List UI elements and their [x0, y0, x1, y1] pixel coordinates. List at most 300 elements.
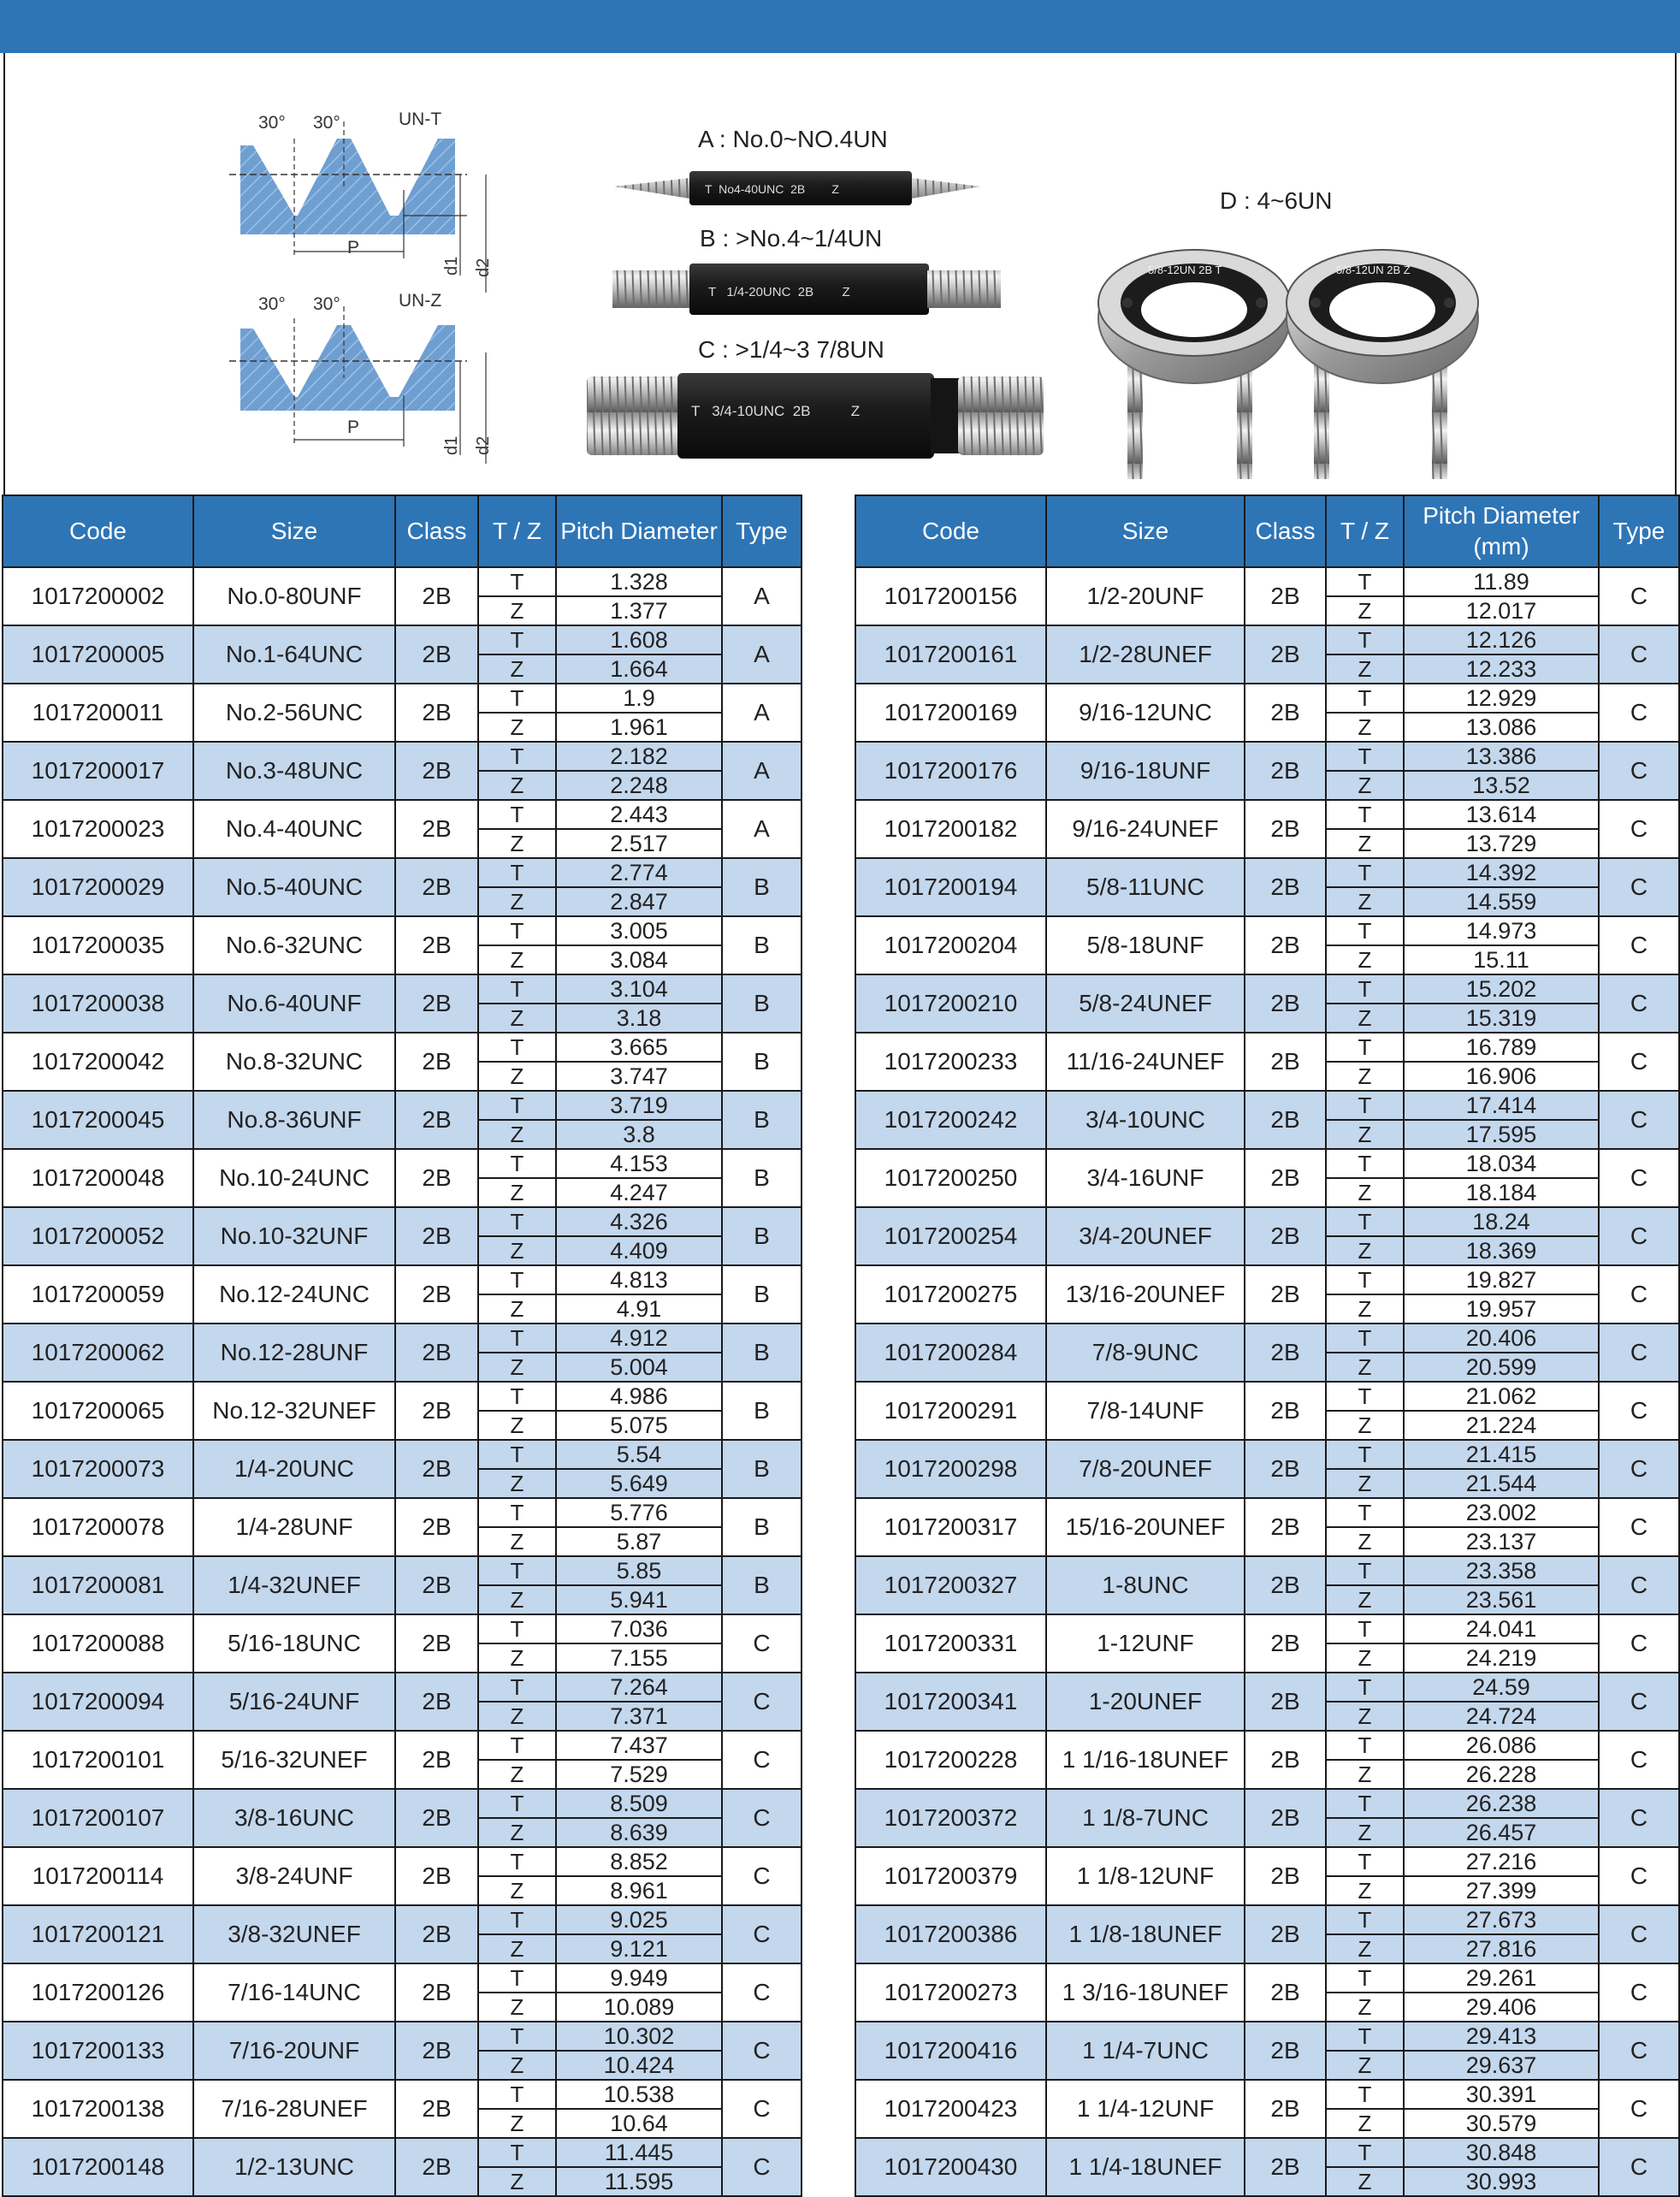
pitch-diameter-z-cell: 20.599 — [1404, 1353, 1599, 1382]
pitch-diameter-t-cell: 10.538 — [556, 2080, 722, 2109]
table-row — [855, 742, 1679, 771]
type-cell: C — [722, 1731, 802, 1789]
table-header-row — [855, 495, 1679, 567]
code-cell: 1017200138 — [3, 2080, 193, 2138]
table-row — [3, 858, 802, 887]
class-cell: 2B — [1245, 800, 1326, 858]
type-a-gauge-text: T No4-40UNC 2B Z — [705, 182, 839, 196]
class-cell: 2B — [395, 1731, 478, 1789]
t-label-cell: T — [478, 2022, 556, 2051]
t-label-cell: T — [478, 625, 556, 654]
z-label-cell: Z — [1326, 1934, 1404, 1963]
z-label-cell: Z — [1326, 1411, 1404, 1440]
pitch-diameter-t-cell: 12.929 — [1404, 684, 1599, 713]
pitch-diameter-t-cell: 3.665 — [556, 1033, 722, 1062]
class-cell: 2B — [395, 1789, 478, 1847]
t-label-cell: T — [478, 742, 556, 771]
size-cell: No.8-36UNF — [193, 1091, 395, 1149]
code-cell: 1017200194 — [855, 858, 1046, 916]
table-row — [3, 742, 802, 771]
size-cell: 1 1/4-7UNC — [1046, 2022, 1245, 2080]
table-row — [3, 1498, 802, 1527]
code-cell: 1017200254 — [855, 1207, 1046, 1265]
code-cell: 1017200126 — [3, 1963, 193, 2022]
pitch-diameter-t-cell: 24.041 — [1404, 1614, 1599, 1643]
pitch-diameter-z-cell: 4.409 — [556, 1236, 722, 1265]
class-cell: 2B — [1245, 1498, 1326, 1556]
type-c-gauge-text: T 3/4-10UNC 2B Z — [691, 403, 861, 419]
table-row — [855, 1265, 1679, 1294]
class-cell: 2B — [395, 1091, 478, 1149]
t-label-cell: T — [1326, 1149, 1404, 1178]
code-cell: 1017200002 — [3, 567, 193, 625]
class-cell: 2B — [395, 684, 478, 742]
pitch-diameter-z-cell: 23.561 — [1404, 1585, 1599, 1614]
z-label-cell: Z — [1326, 2051, 1404, 2080]
t-label-cell: T — [1326, 1556, 1404, 1585]
header-code: Code — [3, 495, 193, 567]
size-cell: 9/16-18UNF — [1046, 742, 1245, 800]
z-label-cell: Z — [1326, 1585, 1404, 1614]
z-label-cell: Z — [1326, 945, 1404, 974]
pitch-diameter-t-cell: 16.789 — [1404, 1033, 1599, 1062]
t-label-cell: T — [478, 858, 556, 887]
table-row — [3, 1556, 802, 1585]
pitch-diameter-z-cell: 1.961 — [556, 713, 722, 742]
type-cell: C — [722, 2022, 802, 2080]
class-cell: 2B — [395, 1149, 478, 1207]
size-cell: 3/4-20UNEF — [1046, 1207, 1245, 1265]
size-cell: No.2-56UNC — [193, 684, 395, 742]
z-label-cell: Z — [478, 1643, 556, 1673]
z-label-cell: Z — [1326, 596, 1404, 625]
pitch-diameter-t-cell: 13.386 — [1404, 742, 1599, 771]
z-label-cell: Z — [478, 1702, 556, 1731]
size-cell: 3/8-24UNF — [193, 1847, 395, 1905]
pitch-diameter-z-cell: 1.377 — [556, 596, 722, 625]
pitch-diameter-z-cell: 24.219 — [1404, 1643, 1599, 1673]
class-cell: 2B — [395, 2138, 478, 2196]
t-label-cell: T — [1326, 800, 1404, 829]
un-z-label: UN-Z — [399, 291, 442, 311]
table-row — [3, 974, 802, 1004]
table-row — [3, 1382, 802, 1411]
code-cell: 1017200372 — [855, 1789, 1046, 1847]
size-cell: No.3-48UNC — [193, 742, 395, 800]
class-cell: 2B — [1245, 1207, 1326, 1265]
pitch-diameter-t-cell: 20.406 — [1404, 1324, 1599, 1353]
type-cell: C — [722, 1963, 802, 2022]
code-cell: 1017200210 — [855, 974, 1046, 1033]
code-cell: 1017200059 — [3, 1265, 193, 1324]
table-row — [3, 1440, 802, 1469]
table-row — [855, 1382, 1679, 1411]
pitch-diameter-t-cell: 4.986 — [556, 1382, 722, 1411]
size-cell: 1/4-32UNEF — [193, 1556, 395, 1614]
class-cell: 2B — [395, 800, 478, 858]
pitch-diameter-t-cell: 29.413 — [1404, 2022, 1599, 2051]
type-cell: C — [1599, 1498, 1679, 1556]
type-b-gauge-text: T 1/4-20UNC 2B Z — [708, 285, 850, 299]
type-d-caption: D : 4~6UN — [1220, 187, 1333, 214]
pitch-diameter-z-cell: 13.086 — [1404, 713, 1599, 742]
pitch-diameter-t-cell: 12.126 — [1404, 625, 1599, 654]
z-label-cell: Z — [478, 1527, 556, 1556]
class-cell: 2B — [395, 974, 478, 1033]
z-label-cell: Z — [1326, 1294, 1404, 1324]
pitch-diameter-z-cell: 29.406 — [1404, 1993, 1599, 2022]
d2-label: d2 — [474, 258, 493, 277]
t-label-cell: T — [478, 1207, 556, 1236]
size-cell: 5/8-11UNC — [1046, 858, 1245, 916]
pitch-diameter-t-cell: 11.89 — [1404, 567, 1599, 596]
type-cell: C — [722, 1905, 802, 1963]
z-label-cell: Z — [1326, 771, 1404, 800]
class-cell: 2B — [395, 567, 478, 625]
size-cell: 1 1/8-7UNC — [1046, 1789, 1245, 1847]
code-cell: 1017200242 — [855, 1091, 1046, 1149]
header-type: Type — [1599, 495, 1679, 567]
type-cell: A — [722, 625, 802, 684]
size-cell: 1 1/4-18UNEF — [1046, 2138, 1245, 2196]
code-cell: 1017200121 — [3, 1905, 193, 1963]
t-label-cell: T — [478, 1265, 556, 1294]
pitch-diameter-z-cell: 27.816 — [1404, 1934, 1599, 1963]
pitch-diameter-t-cell: 14.973 — [1404, 916, 1599, 945]
code-cell: 1017200298 — [855, 1440, 1046, 1498]
table-row — [855, 1731, 1679, 1760]
z-label-cell: Z — [1326, 1760, 1404, 1789]
t-label-cell: T — [478, 916, 556, 945]
type-cell: C — [1599, 2138, 1679, 2196]
size-cell: 5/8-18UNF — [1046, 916, 1245, 974]
gauge-illustration-panel — [3, 53, 1677, 494]
pitch-diameter-z-cell: 3.8 — [556, 1120, 722, 1149]
table-row — [3, 916, 802, 945]
z-label-cell: Z — [1326, 1178, 1404, 1207]
t-label-cell: T — [478, 1556, 556, 1585]
z-label-cell: Z — [1326, 1004, 1404, 1033]
class-cell: 2B — [1245, 974, 1326, 1033]
t-label-cell: T — [478, 1324, 556, 1353]
ring-z-text: 5/8-12UN 2B Z — [1336, 264, 1411, 276]
table-row — [3, 1731, 802, 1760]
code-cell: 1017200233 — [855, 1033, 1046, 1091]
table-row — [855, 1207, 1679, 1236]
z-label-cell: Z — [478, 1993, 556, 2022]
code-cell: 1017200029 — [3, 858, 193, 916]
size-cell: No.0-80UNF — [193, 567, 395, 625]
size-cell: 1 1/8-12UNF — [1046, 1847, 1245, 1905]
pitch-diameter-z-cell: 29.637 — [1404, 2051, 1599, 2080]
z-label-cell: Z — [1326, 1818, 1404, 1847]
pitch-diameter-t-cell: 5.85 — [556, 1556, 722, 1585]
pitch-diameter-z-cell: 18.369 — [1404, 1236, 1599, 1265]
t-label-cell: T — [478, 1440, 556, 1469]
pitch-diameter-t-cell: 27.216 — [1404, 1847, 1599, 1876]
type-cell: C — [1599, 684, 1679, 742]
pitch-diameter-t-cell: 4.153 — [556, 1149, 722, 1178]
class-cell: 2B — [395, 1033, 478, 1091]
type-cell: B — [722, 1033, 802, 1091]
pitch-diameter-z-cell: 30.993 — [1404, 2167, 1599, 2196]
code-cell: 1017200416 — [855, 2022, 1046, 2080]
pitch-diameter-t-cell: 7.036 — [556, 1614, 722, 1643]
code-cell: 1017200101 — [3, 1731, 193, 1789]
header-tz: T / Z — [1326, 495, 1404, 567]
pitch-diameter-z-cell: 13.729 — [1404, 829, 1599, 858]
type-cell: C — [1599, 2022, 1679, 2080]
z-label-cell: Z — [478, 1760, 556, 1789]
table-row — [3, 1265, 802, 1294]
type-cell: C — [1599, 1091, 1679, 1149]
type-cell: C — [1599, 567, 1679, 625]
z-label-cell: Z — [478, 829, 556, 858]
pitch-diameter-z-cell: 14.559 — [1404, 887, 1599, 916]
size-cell: No.12-28UNF — [193, 1324, 395, 1382]
code-cell: 1017200011 — [3, 684, 193, 742]
pitch-diameter-z-cell: 7.155 — [556, 1643, 722, 1673]
t-label-cell: T — [1326, 1905, 1404, 1934]
pitch-diameter-t-cell: 17.414 — [1404, 1091, 1599, 1120]
code-cell: 1017200114 — [3, 1847, 193, 1905]
pitch-diameter-t-cell: 8.509 — [556, 1789, 722, 1818]
z-label-cell: Z — [478, 1469, 556, 1498]
class-cell: 2B — [395, 1556, 478, 1614]
t-label-cell: T — [1326, 858, 1404, 887]
code-cell: 1017200148 — [3, 2138, 193, 2196]
pitch-diameter-z-cell: 26.457 — [1404, 1818, 1599, 1847]
t-label-cell: T — [1326, 1207, 1404, 1236]
header-tz: T / Z — [478, 495, 556, 567]
z-label-cell: Z — [478, 2051, 556, 2080]
z-label-cell: Z — [1326, 1993, 1404, 2022]
pitch-diameter-t-cell: 26.238 — [1404, 1789, 1599, 1818]
un-t-thread-profile — [229, 110, 493, 293]
z-label-cell: Z — [1326, 1702, 1404, 1731]
code-cell: 1017200081 — [3, 1556, 193, 1614]
table-row — [855, 567, 1679, 596]
z-label-cell: Z — [1326, 1236, 1404, 1265]
pitch-diameter-z-cell: 12.017 — [1404, 596, 1599, 625]
type-cell: C — [1599, 1963, 1679, 2022]
pitch-diameter-t-cell: 2.774 — [556, 858, 722, 887]
size-cell: 1-8UNC — [1046, 1556, 1245, 1614]
z-label-cell: Z — [1326, 2167, 1404, 2196]
ring-t-text: 5/8-12UN 2B T — [1148, 264, 1222, 276]
class-cell: 2B — [395, 916, 478, 974]
table-row — [855, 1440, 1679, 1469]
pitch-diameter-z-cell: 2.517 — [556, 829, 722, 858]
pitch-diameter-z-cell: 10.424 — [556, 2051, 722, 2080]
class-cell: 2B — [395, 858, 478, 916]
class-cell: 2B — [395, 625, 478, 684]
size-cell: 7/16-14UNC — [193, 1963, 395, 2022]
t-label-cell: T — [1326, 2080, 1404, 2109]
pitch-diameter-z-cell: 1.664 — [556, 654, 722, 684]
type-c-plug-gauge — [587, 336, 1044, 459]
t-label-cell: T — [478, 1905, 556, 1934]
t-label-cell: T — [1326, 742, 1404, 771]
t-label-cell: T — [1326, 2138, 1404, 2167]
t-label-cell: T — [1326, 684, 1404, 713]
pitch-diameter-z-cell: 8.639 — [556, 1818, 722, 1847]
gauge-illustration — [5, 53, 1675, 494]
z-label-cell: Z — [1326, 887, 1404, 916]
size-cell: No.12-24UNC — [193, 1265, 395, 1324]
pitch-diameter-t-cell: 21.415 — [1404, 1440, 1599, 1469]
size-cell: 1-20UNEF — [1046, 1673, 1245, 1731]
t-label-cell: T — [478, 974, 556, 1004]
pitch-diameter-t-cell: 10.302 — [556, 2022, 722, 2051]
header-type: Type — [722, 495, 802, 567]
pitch-diameter-t-cell: 1.608 — [556, 625, 722, 654]
table-row — [3, 625, 802, 654]
pitch-diameter-t-cell: 5.776 — [556, 1498, 722, 1527]
pitch-diameter-z-cell: 15.319 — [1404, 1004, 1599, 1033]
pitch-diameter-z-cell: 9.121 — [556, 1934, 722, 1963]
angle-label-right-z: 30° — [313, 294, 340, 314]
pitch-diameter-t-cell: 24.59 — [1404, 1673, 1599, 1702]
pitch-diameter-z-cell: 24.724 — [1404, 1702, 1599, 1731]
pitch-diameter-z-cell: 2.248 — [556, 771, 722, 800]
size-cell: 1-12UNF — [1046, 1614, 1245, 1673]
code-cell: 1017200035 — [3, 916, 193, 974]
size-cell: 3/8-32UNEF — [193, 1905, 395, 1963]
pitch-diameter-z-cell: 16.906 — [1404, 1062, 1599, 1091]
t-label-cell: T — [478, 1614, 556, 1643]
pitch-diameter-t-cell: 9.025 — [556, 1905, 722, 1934]
code-cell: 1017200052 — [3, 1207, 193, 1265]
size-cell: No.12-32UNEF — [193, 1382, 395, 1440]
pitch-diameter-t-cell: 18.24 — [1404, 1207, 1599, 1236]
t-label-cell: T — [478, 1673, 556, 1702]
z-label-cell: Z — [478, 1294, 556, 1324]
table-row — [3, 800, 802, 829]
pitch-diameter-z-cell: 19.957 — [1404, 1294, 1599, 1324]
t-label-cell: T — [1326, 1382, 1404, 1411]
class-cell: 2B — [1245, 1731, 1326, 1789]
t-label-cell: T — [478, 1963, 556, 1993]
un-t-label: UN-T — [399, 110, 442, 129]
pitch-diameter-t-cell: 4.813 — [556, 1265, 722, 1294]
class-cell: 2B — [1245, 1673, 1326, 1731]
class-cell: 2B — [1245, 625, 1326, 684]
class-cell: 2B — [1245, 2080, 1326, 2138]
type-cell: C — [1599, 1265, 1679, 1324]
pitch-diameter-t-cell: 3.005 — [556, 916, 722, 945]
pitch-diameter-z-cell: 5.075 — [556, 1411, 722, 1440]
z-label-cell: Z — [478, 1411, 556, 1440]
pitch-diameter-t-cell: 29.261 — [1404, 1963, 1599, 1993]
table-row — [855, 2080, 1679, 2109]
size-cell: No.8-32UNC — [193, 1033, 395, 1091]
code-cell: 1017200273 — [855, 1963, 1046, 2022]
size-cell: 7/8-20UNEF — [1046, 1440, 1245, 1498]
code-cell: 1017200204 — [855, 916, 1046, 974]
class-cell: 2B — [1245, 742, 1326, 800]
size-cell: 3/8-16UNC — [193, 1789, 395, 1847]
code-cell: 1017200017 — [3, 742, 193, 800]
table-row — [855, 625, 1679, 654]
type-cell: C — [722, 1789, 802, 1847]
t-label-cell: T — [478, 1033, 556, 1062]
type-b-caption: B : >No.4~1/4UN — [700, 225, 883, 252]
size-cell: 9/16-12UNC — [1046, 684, 1245, 742]
pitch-diameter-t-cell: 18.034 — [1404, 1149, 1599, 1178]
type-cell: B — [722, 858, 802, 916]
pitch-diameter-t-cell: 14.392 — [1404, 858, 1599, 887]
pitch-diameter-z-cell: 18.184 — [1404, 1178, 1599, 1207]
pitch-diameter-z-cell: 21.544 — [1404, 1469, 1599, 1498]
type-cell: C — [1599, 974, 1679, 1033]
table-row — [855, 1905, 1679, 1934]
class-cell: 2B — [1245, 684, 1326, 742]
right-gauge-table — [855, 494, 1680, 2197]
pitch-diameter-z-cell: 3.18 — [556, 1004, 722, 1033]
class-cell: 2B — [1245, 1091, 1326, 1149]
top-banner — [0, 0, 1680, 53]
size-cell: 1/4-20UNC — [193, 1440, 395, 1498]
table-row — [3, 1324, 802, 1353]
pitch-diameter-t-cell: 19.827 — [1404, 1265, 1599, 1294]
code-cell: 1017200048 — [3, 1149, 193, 1207]
type-cell: A — [722, 742, 802, 800]
type-cell: B — [722, 1498, 802, 1556]
table-row — [855, 1963, 1679, 1993]
z-label-cell: Z — [1326, 2109, 1404, 2138]
type-cell: A — [722, 800, 802, 858]
table-row — [3, 2022, 802, 2051]
pitch-diameter-t-cell: 23.002 — [1404, 1498, 1599, 1527]
class-cell: 2B — [395, 1324, 478, 1382]
type-cell: C — [722, 2080, 802, 2138]
code-cell: 1017200078 — [3, 1498, 193, 1556]
size-cell: 1/2-13UNC — [193, 2138, 395, 2196]
class-cell: 2B — [1245, 858, 1326, 916]
size-cell: 5/16-18UNC — [193, 1614, 395, 1673]
table-row — [3, 1847, 802, 1876]
z-label-cell: Z — [1326, 1120, 1404, 1149]
type-cell: C — [1599, 625, 1679, 684]
class-cell: 2B — [1245, 1382, 1326, 1440]
table-row — [855, 1789, 1679, 1818]
d1-label-z: d1 — [442, 435, 461, 455]
pitch-diameter-z-cell: 21.224 — [1404, 1411, 1599, 1440]
table-row — [3, 2080, 802, 2109]
class-cell: 2B — [395, 1382, 478, 1440]
code-cell: 1017200156 — [855, 567, 1046, 625]
z-label-cell: Z — [1326, 1062, 1404, 1091]
type-cell: A — [722, 684, 802, 742]
type-cell: C — [1599, 800, 1679, 858]
table-row — [855, 800, 1679, 829]
class-cell: 2B — [1245, 1033, 1326, 1091]
header-size: Size — [1046, 495, 1245, 567]
z-label-cell: Z — [478, 1236, 556, 1265]
z-label-cell: Z — [478, 1818, 556, 1847]
z-label-cell: Z — [1326, 1527, 1404, 1556]
table-row — [3, 1091, 802, 1120]
size-cell: No.6-32UNC — [193, 916, 395, 974]
pitch-diameter-z-cell: 5.941 — [556, 1585, 722, 1614]
type-cell: B — [722, 1440, 802, 1498]
type-cell: C — [1599, 1440, 1679, 1498]
table-row — [855, 1614, 1679, 1643]
table-row — [3, 1963, 802, 1993]
code-cell: 1017200062 — [3, 1324, 193, 1382]
pitch-diameter-z-cell: 10.089 — [556, 1993, 722, 2022]
